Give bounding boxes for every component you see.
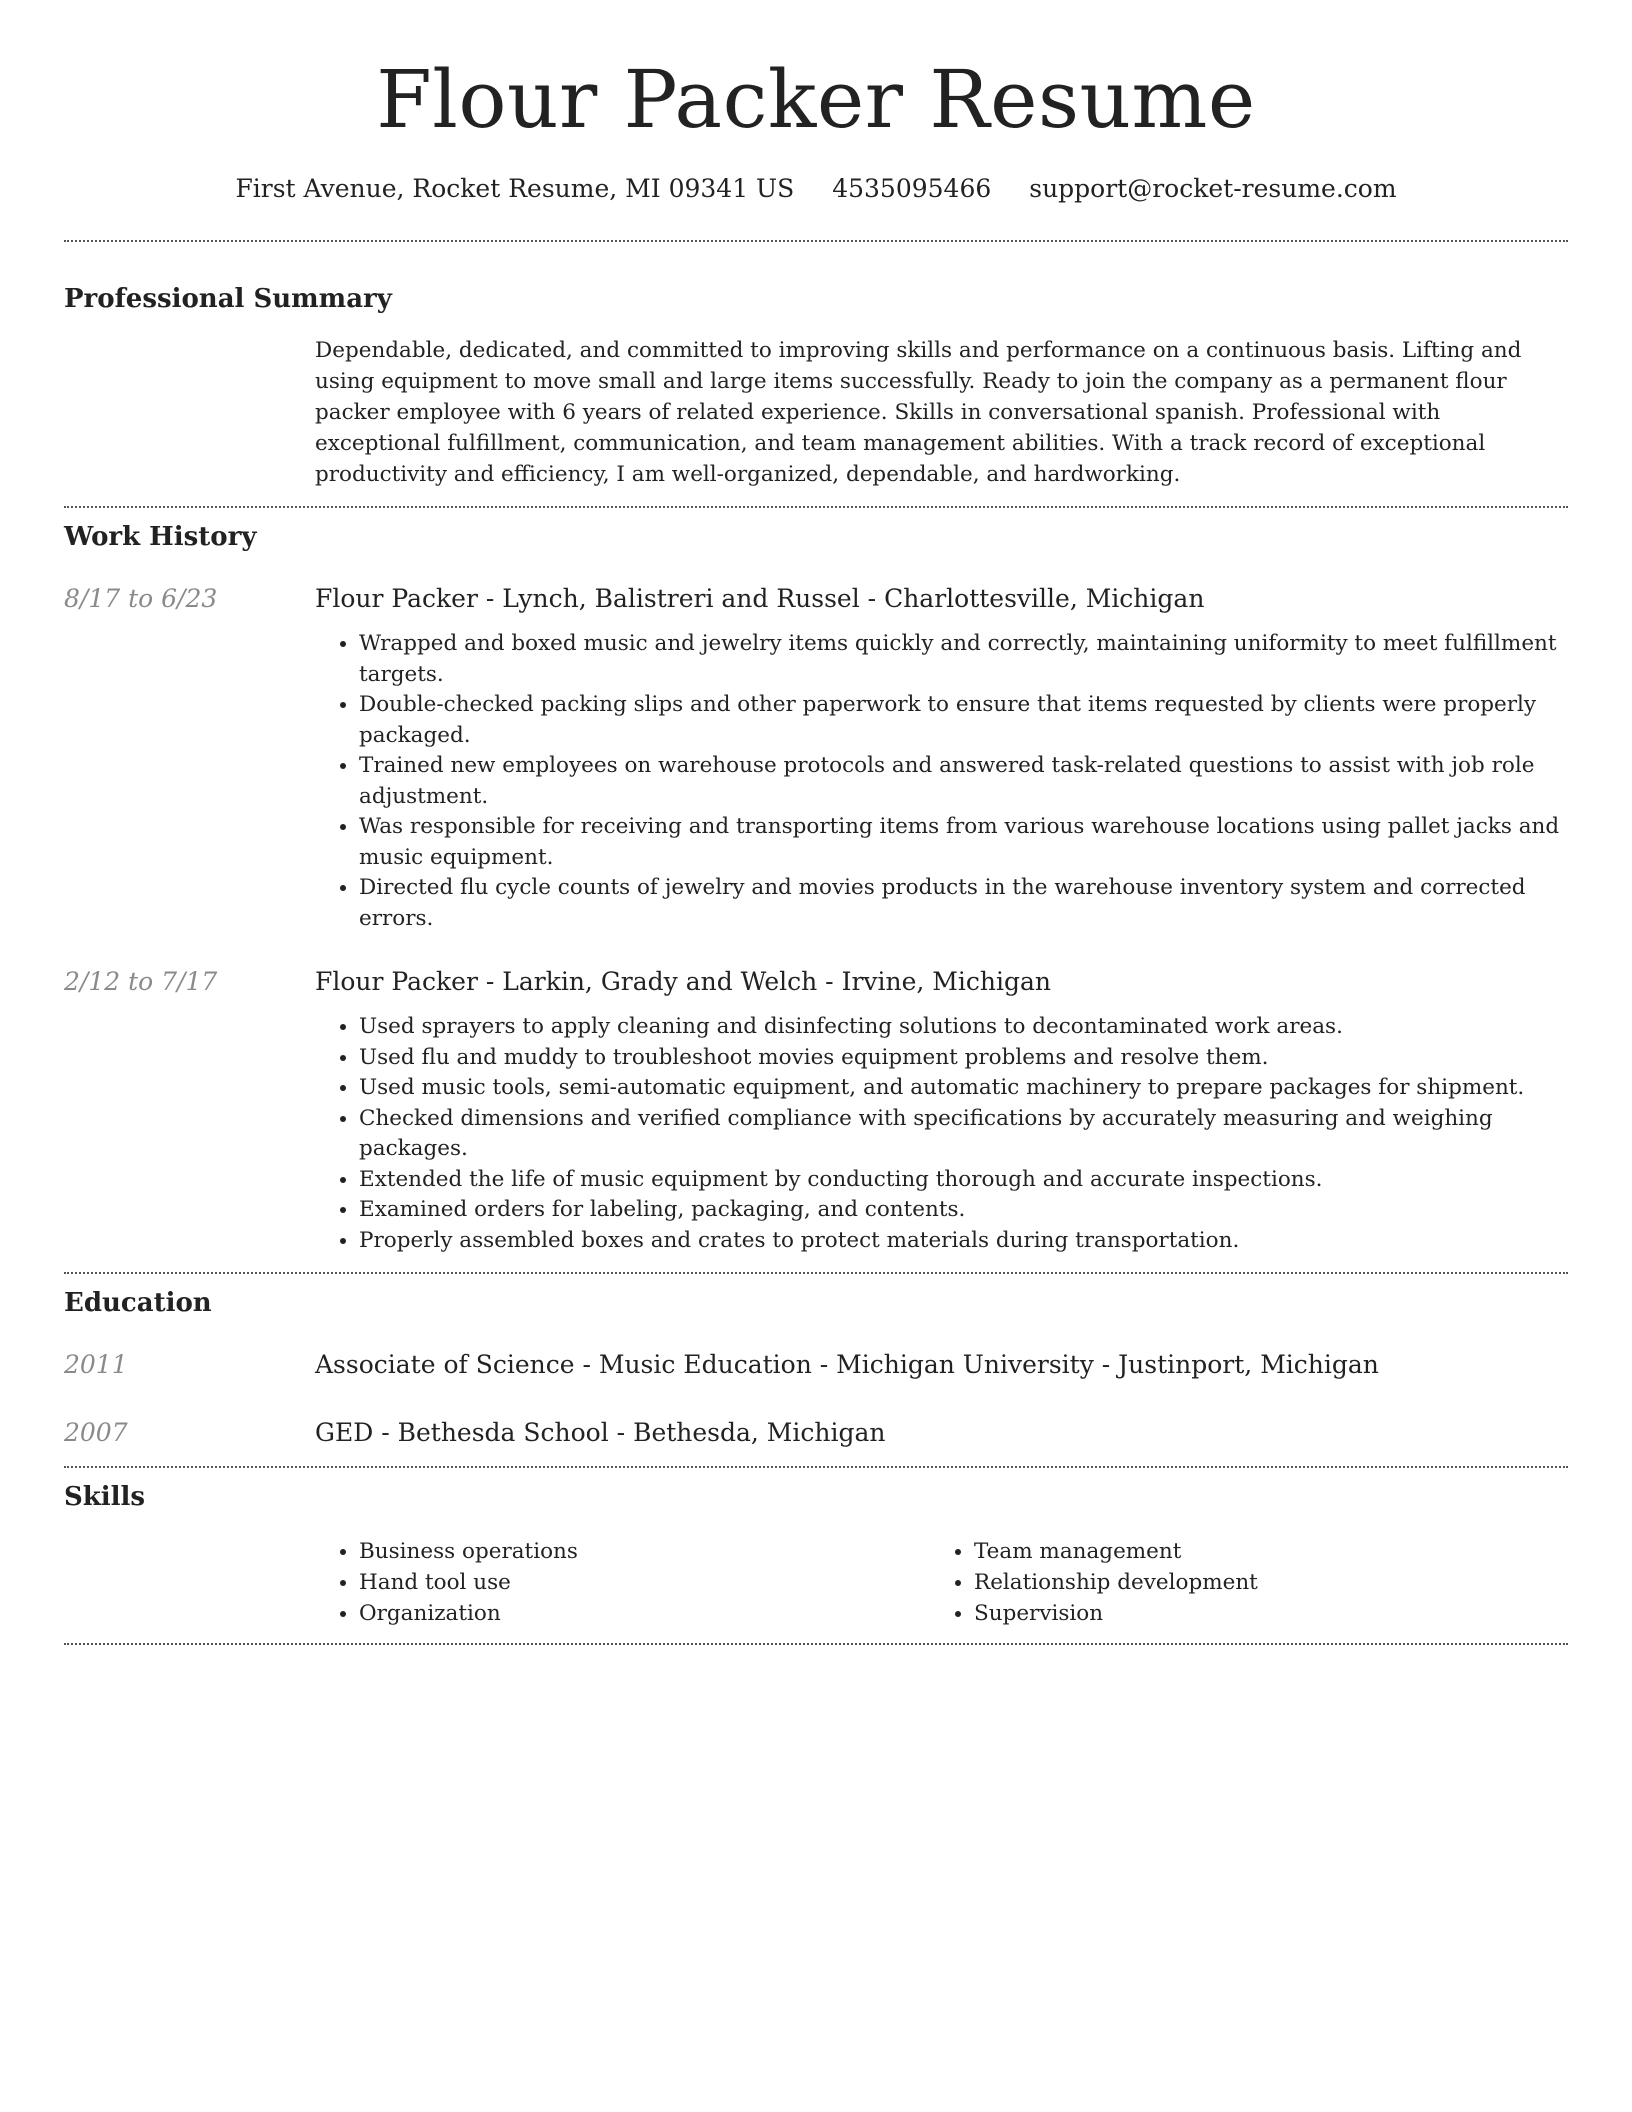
education-year: 2011 bbox=[64, 1350, 128, 1379]
list-item: • Wrapped and boxed music and jewelry items quickly and correctly, maintaining uniformity to meet fulfillment targets. bbox=[359, 629, 1568, 690]
section-divider bbox=[64, 240, 1568, 242]
job-title: Flour Packer - Larkin, Grady and Welch - Irvine, Michigan bbox=[315, 967, 1052, 996]
list-item: • Directed flu cycle counts of jewelry and movies products in the warehouse inventory system and corrected errors. bbox=[359, 873, 1568, 934]
education-school: - Michigan University - Justinport, Michigan bbox=[811, 1350, 1379, 1379]
list-item: • Trained new employees on warehouse protocols and answered task-related questions to assist with job role adjustment. bbox=[359, 751, 1568, 812]
education-degree: Associate of Science - Music Education bbox=[315, 1350, 812, 1379]
list-item: • Used sprayers to apply cleaning and disinfecting solutions to decontaminated work areas. bbox=[359, 1012, 1568, 1043]
skill-item: • Business operations bbox=[359, 1536, 930, 1567]
job-entry bbox=[64, 965, 1568, 1256]
education-year: 2007 bbox=[64, 1418, 128, 1447]
list-item: • Used flu and muddy to troubleshoot movies equipment problems and resolve them. bbox=[359, 1043, 1568, 1074]
skill-item: • Supervision bbox=[974, 1598, 1545, 1629]
skills-column-right bbox=[930, 1536, 1545, 1629]
job-details bbox=[315, 965, 1568, 1256]
job-bullets bbox=[315, 1012, 1568, 1256]
work-history-heading: Work History bbox=[64, 522, 257, 552]
skills-column-left bbox=[315, 1536, 930, 1629]
contact-info bbox=[64, 172, 1568, 206]
education-school: - Bethesda School - Bethesda, Michigan bbox=[373, 1418, 886, 1447]
contact-phone: 4535095466 bbox=[832, 174, 992, 203]
education-details bbox=[315, 1348, 1568, 1382]
list-item: • Properly assembled boxes and crates to protect materials during transportation. bbox=[359, 1226, 1568, 1257]
skill-item: • Team management bbox=[974, 1536, 1545, 1567]
summary-text: Dependable, dedicated, and committed to improving skills and performance on a continuous basis. Lifting and using equipment to move small and large items successfully. Ready to join the company as a permanent flour packer employee with 6 years of related experience. Skills in conversational spanish. Professional with exceptional fulfillment, communication, and team management abilities. With a track record of exceptional productivity and efficiency, I am well-organized, dependable, and hardworking. bbox=[315, 338, 1522, 487]
skills-list bbox=[315, 1536, 1568, 1629]
contact-address: First Avenue, Rocket Resume, MI 09341 US bbox=[235, 174, 795, 203]
list-item: • Was responsible for receiving and transporting items from various warehouse locations using pallet jacks and music equipment. bbox=[359, 812, 1568, 873]
section-divider bbox=[64, 1466, 1568, 1468]
list-item: • Extended the life of music equipment by conducting thorough and accurate inspections. bbox=[359, 1165, 1568, 1196]
job-title: Flour Packer - Lynch, Balistreri and Russel - Charlottesville, Michigan bbox=[315, 584, 1205, 613]
contact-email: support@rocket-resume.com bbox=[1029, 174, 1397, 203]
section-divider bbox=[64, 506, 1568, 508]
education-details bbox=[315, 1416, 1568, 1450]
summary-heading: Professional Summary bbox=[64, 284, 392, 314]
job-dates: 8/17 to 6/23 bbox=[64, 584, 218, 613]
list-item: • Used music tools, semi-automatic equipment, and automatic machinery to prepare packages for shipment. bbox=[359, 1073, 1568, 1104]
list-item: • Double-checked packing slips and other paperwork to ensure that items requested by clients were properly packaged. bbox=[359, 690, 1568, 751]
education-entry bbox=[64, 1348, 1568, 1382]
education-heading: Education bbox=[64, 1288, 212, 1318]
section-divider bbox=[64, 1643, 1568, 1645]
section-divider bbox=[64, 1272, 1568, 1274]
skill-item: • Relationship development bbox=[974, 1567, 1545, 1598]
list-item: • Examined orders for labeling, packaging, and contents. bbox=[359, 1195, 1568, 1226]
education-degree: GED bbox=[315, 1418, 374, 1447]
list-item: • Checked dimensions and verified compliance with specifications by accurately measuring and weighing packages. bbox=[359, 1104, 1568, 1165]
skills-heading: Skills bbox=[64, 1482, 146, 1512]
skill-item: • Hand tool use bbox=[359, 1567, 930, 1598]
education-entry bbox=[64, 1416, 1568, 1450]
resume-title: Flour Packer Resume bbox=[376, 53, 1256, 146]
job-bullets bbox=[315, 629, 1568, 934]
job-dates: 2/12 to 7/17 bbox=[64, 967, 218, 996]
job-entry bbox=[64, 582, 1568, 934]
skill-item: • Organization bbox=[359, 1598, 930, 1629]
resume-page bbox=[64, 0, 1568, 1645]
job-details bbox=[315, 582, 1568, 934]
